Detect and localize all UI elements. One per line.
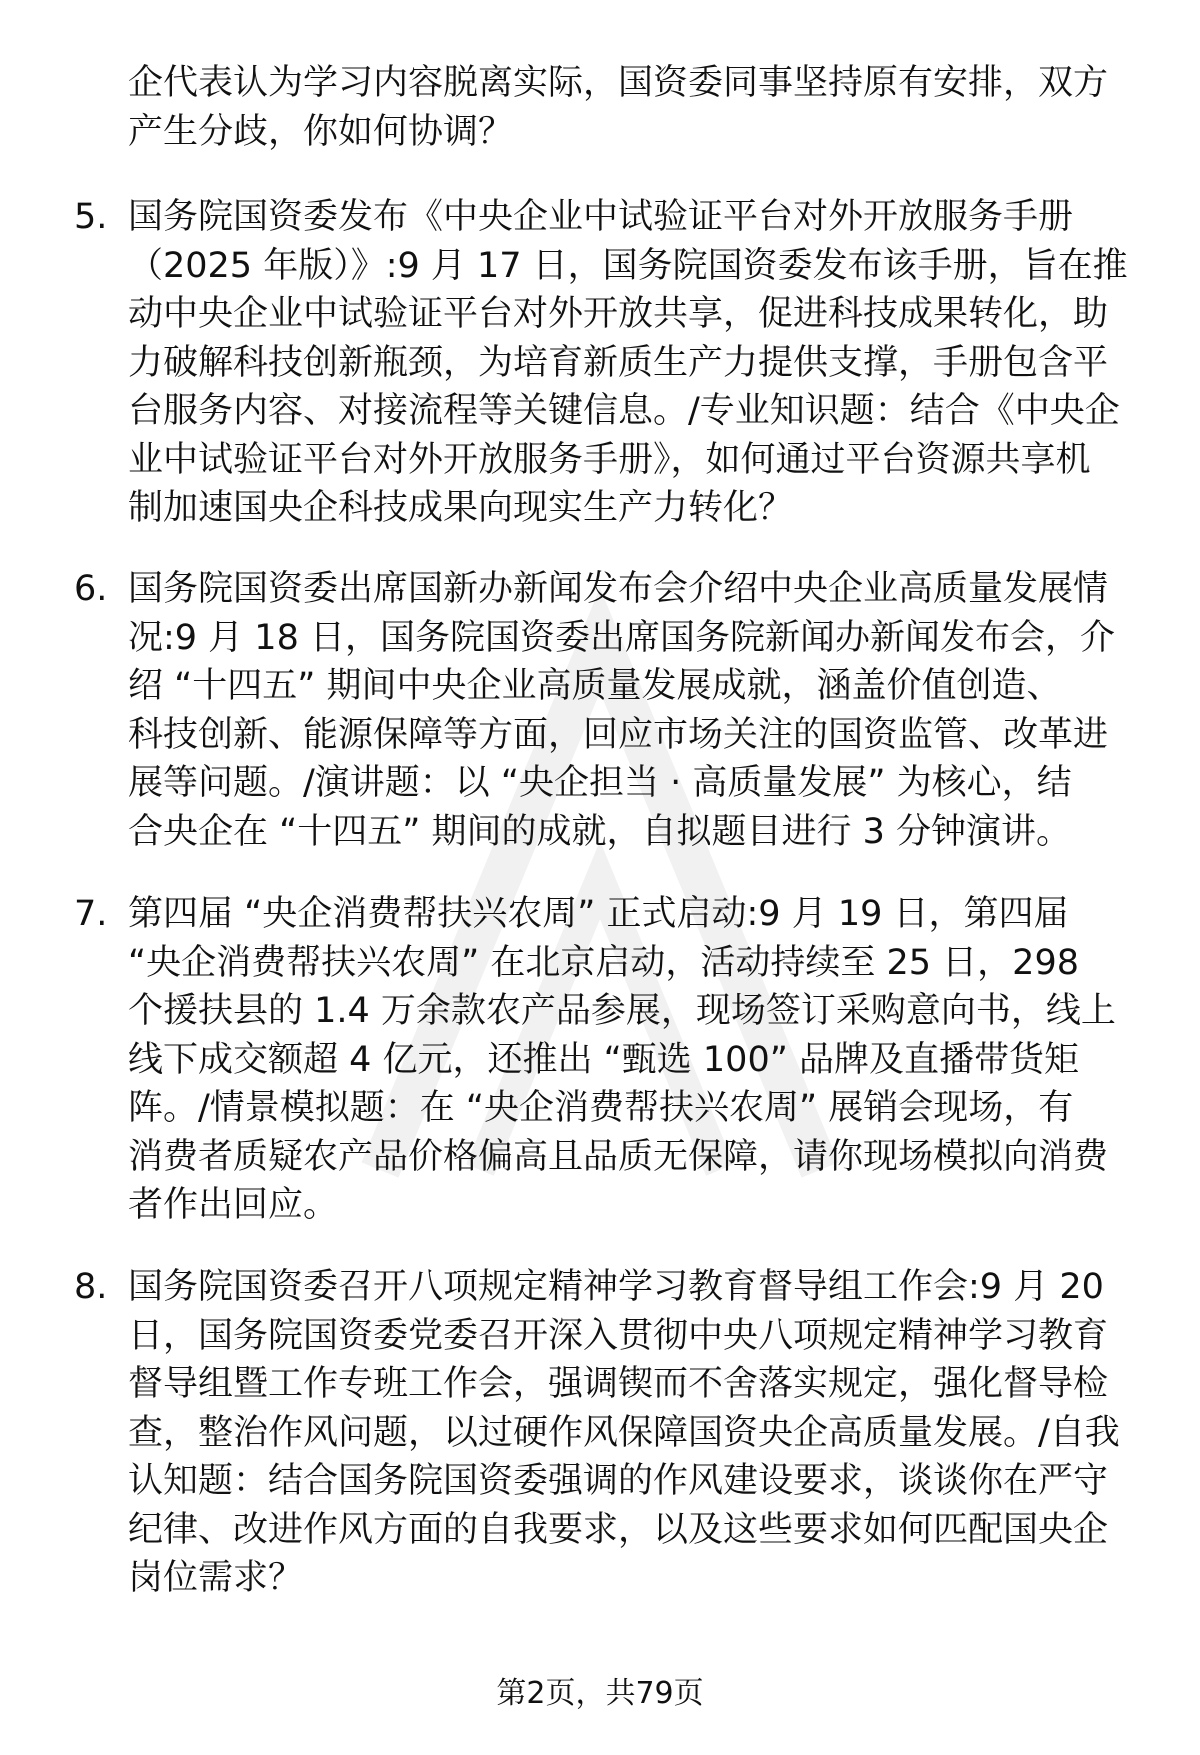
item-number: 6. [74,569,108,609]
text-line: “央企消费帮扶兴农周” 在北京启动，活动持续至 25 日，298 [128,942,1079,983]
text-line: 国务院国资委发布《中央企业中试验证平台对外开放服务手册 [128,197,1074,237]
text-line: 况:9 月 18 日，国务院国资委出席国务院新闻办新闻发布会，介 [128,617,1115,658]
text-line: 消费者质疑农产品价格偏高且品质无保障，请你现场模拟向消费 [128,1136,1109,1177]
text-line: 阵。/情景模拟题：在 “央企消费帮扶兴农周” 展销会现场，有 [128,1088,1074,1128]
text-line: 制加速国央企科技成果向现实生产力转化？ [128,488,794,528]
text-line: 第四届 “央企消费帮扶兴农周” 正式启动:9 月 19 日，第四届 [128,894,1069,934]
text-line: 业中试验证平台对外开放服务手册》，如何通过平台资源共享机 [128,439,1091,480]
text-line: 合央企在 “十四五” 期间的成就，自拟题目进行 3 分钟演讲。 [128,811,1072,852]
text-line: 国务院国资委召开八项规定精神学习教育督导组工作会:9 月 20 [128,1267,1104,1307]
text-line: 线下成交额超 4 亿元，还推出 “甄选 100” 品牌及直播带货矩 [128,1039,1079,1080]
text-line: 纪律、改进作风方面的自我要求，以及这些要求如何匹配国央企 [128,1509,1109,1550]
text-line: 个援扶县的 1.4 万余款农产品参展，现场签订采购意向书，线上 [128,991,1116,1031]
text-line: 日，国务院国资委党委召开深入贯彻中央八项规定精神学习教育 [128,1315,1109,1356]
text-line: 者作出回应。 [128,1185,339,1225]
text-line: 督导组暨工作专班工作会，强调锲而不舍落实规定，强化督导检 [128,1364,1109,1404]
text-line: （2025 年版）》:9 月 17 日，国务院国资委发布该手册，旨在推 [128,245,1128,286]
text-line: 国务院国资委出席国新办新闻发布会介绍中央企业高质量发展情 [128,569,1109,609]
text-line: 岗位需求？ [128,1558,304,1598]
text-line: 绍 “十四五” 期间中央企业高质量发展成就，涵盖价值创造、 [128,666,1062,706]
text-line: 动中央企业中试验证平台对外开放共享，促进科技成果转化，助 [128,294,1109,334]
item-number: 7. [74,894,108,934]
text-line: 认知题：结合国务院国资委强调的作风建设要求，谈谈你在严守 [128,1461,1109,1501]
text-line: 查，整治作风问题，以过硬作风保障国资央企高质量发展。/自我 [128,1412,1120,1453]
text-line: 产生分歧，你如何协调？ [128,111,514,152]
text-line: 力破解科技创新瓶颈，为培育新质生产力提供支撑，手册包含平 [128,342,1109,383]
text-line: 台服务内容、对接流程等关键信息。/专业知识题：结合《中央企 [128,391,1120,431]
item-number: 5. [74,197,108,237]
text-line: 展等问题。/演讲题：以 “央企担当 · 高质量发展” 为核心，结 [128,763,1072,803]
text-line: 科技创新、能源保障等方面，回应市场关注的国资监管、改革进 [128,714,1109,755]
page-number-footer: 第2页，共79页 [496,1676,704,1711]
text-line: 企代表认为学习内容脱离实际，国资委同事坚持原有安排，双方 [128,63,1109,103]
item-number: 8. [74,1267,108,1307]
